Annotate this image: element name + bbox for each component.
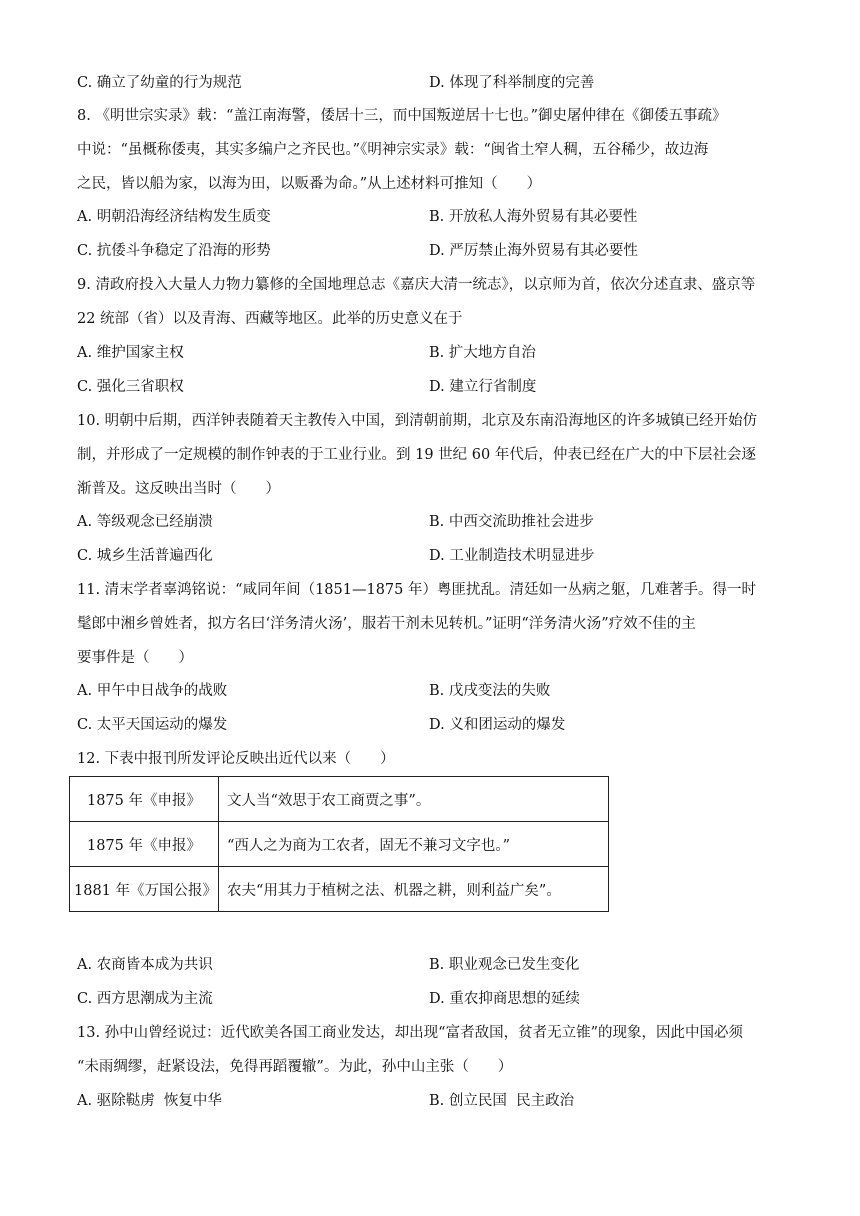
- q8-option-a[interactable]: A. 明朝沿海经济结构发生质变: [77, 209, 271, 225]
- q9-options-row-2: [77, 377, 783, 397]
- q11-options-row-2: [77, 715, 783, 735]
- table-cell-quote: “西人之为商为工农者，固无不兼习文字也。”: [219, 822, 609, 867]
- q12-option-a[interactable]: A. 农商皆本成为共识: [77, 957, 213, 973]
- table-cell-source: 1875 年《申报》: [70, 822, 219, 867]
- q8-stem-line-2: 中说：“虽概称倭夷，其实多编户之齐民也。”《明神宗实录》载：“闽省土窄人稠，五谷稀少，故边海: [77, 142, 709, 158]
- q11-stem-line-1: 11. 清末学者辜鸿铭说：“咸同年间（1851—1875 年）粤匪扰乱。清廷如一丛病之躯，几难著手。得一时: [77, 582, 756, 598]
- q7-options-row: [77, 73, 783, 93]
- q7-option-c[interactable]: C. 确立了幼童的行为规范: [77, 75, 242, 91]
- q13-option-a[interactable]: A. 驱除鞑虏 恢复中华: [77, 1093, 222, 1109]
- table-cell-quote: 文人当“效思于农工商贾之事”。: [219, 777, 609, 822]
- table-row: [70, 867, 609, 912]
- q8-option-c[interactable]: C. 抗倭斗争稳定了沿海的形势: [77, 243, 271, 259]
- q12-options-row-1: [77, 955, 783, 975]
- q8-stem-line-1: 8. 《明世宗实录》载：“盖江南海警，倭居十三，而中国叛逆居十七也。”御史屠仲律在《御倭五事疏》: [77, 108, 727, 124]
- table-cell-quote: 农夫“用其力于植树之法、机器之耕，则利益广矣”。: [219, 867, 609, 912]
- q11-stem-line-2: 髦郎中湘乡曾姓者，拟方名曰‘洋务清火汤’，服若干剂未见转机。”证明“洋务清火汤”疗效不佳的主: [77, 616, 696, 632]
- table-row: [70, 822, 609, 867]
- q11-stem-line-3: 要事件是（ ）: [77, 650, 193, 666]
- q11-option-d[interactable]: D. 义和团运动的爆发: [429, 717, 566, 733]
- q8-option-b[interactable]: B. 开放私人海外贸易有其必要性: [429, 209, 638, 225]
- q11-option-c[interactable]: C. 太平天国运动的爆发: [77, 717, 228, 733]
- q13-stem-line-2: “未雨绸缪，赶紧设法，免得再蹈覆辙”。为此，孙中山主张（ ）: [77, 1059, 513, 1075]
- q11-options-row-1: [77, 681, 783, 701]
- q12-option-c[interactable]: C. 西方思潮成为主流: [77, 991, 213, 1007]
- q12-option-b[interactable]: B. 职业观念已发生变化: [429, 957, 580, 973]
- q10-option-d[interactable]: D. 工业制造技术明显进步: [429, 548, 595, 564]
- q12-option-d[interactable]: D. 重农抑商思想的延续: [429, 991, 580, 1007]
- q10-stem-line-3: 渐普及。这反映出当时（ ）: [77, 481, 280, 497]
- q13-stem-line-1: 13. 孙中山曾经说过：近代欧美各国工商业发达，却出现“富者敌国，贫者无立锥”的现象，因此中国必须: [77, 1025, 743, 1041]
- q9-options-row-1: [77, 343, 783, 363]
- q12-options-row-2: [77, 989, 783, 1009]
- q10-stem-line-1: 10. 明朝中后期，西洋钟表随着天主教传入中国，到清朝前期，北京及东南沿海地区的许多城镇已经开始仿: [77, 413, 758, 429]
- q10-option-a[interactable]: A. 等级观念已经崩溃: [77, 514, 213, 530]
- q9-option-b[interactable]: B. 扩大地方自治: [429, 345, 536, 361]
- q9-option-d[interactable]: D. 建立行省制度: [429, 379, 537, 395]
- q10-option-b[interactable]: B. 中西交流助推社会进步: [429, 514, 594, 530]
- q8-option-d[interactable]: D. 严厉禁止海外贸易有其必要性: [429, 243, 638, 259]
- q9-stem-line-1: 9. 清政府投入大量人力物力纂修的全国地理总志《嘉庆大清一统志》，以京师为首，依次分述直隶、盛京等: [77, 277, 756, 293]
- q9-option-a[interactable]: A. 维护国家主权: [77, 345, 184, 361]
- table-row: [70, 777, 609, 822]
- q8-stem-line-3: 之民，皆以船为家，以海为田，以贩番为命。”从上述材料可推知（ ）: [77, 176, 542, 192]
- q9-stem-line-2: 22 统部（省）以及青海、西藏等地区。此举的历史意义在于: [77, 311, 463, 327]
- q13-option-b[interactable]: B. 创立民国 民主政治: [429, 1093, 575, 1109]
- q10-options-row-2: [77, 546, 783, 566]
- q8-options-row-1: [77, 207, 783, 227]
- q13-options-row-1: [77, 1091, 783, 1111]
- table-cell-source: 1881 年《万国公报》: [70, 867, 219, 912]
- q10-stem-line-2: 制，并形成了一定规模的制作钟表的于工业行业。到 19 世纪 60 年代后，仲表已经在广大的中下层社会逐: [77, 447, 756, 463]
- q12-stem-line-1: 12. 下表中报刊所发评论反映出近代以来（ ）: [77, 751, 395, 767]
- q10-options-row-1: [77, 512, 783, 532]
- q11-option-a[interactable]: A. 甲午中日战争的战败: [77, 683, 228, 699]
- q12-source-table: [69, 776, 609, 912]
- q11-option-b[interactable]: B. 戊戌变法的失败: [429, 683, 551, 699]
- q10-option-c[interactable]: C. 城乡生活普遍西化: [77, 548, 213, 564]
- table-cell-source: 1875 年《申报》: [70, 777, 219, 822]
- q7-option-d[interactable]: D. 体现了科举制度的完善: [429, 75, 595, 91]
- q8-options-row-2: [77, 241, 783, 261]
- q9-option-c[interactable]: C. 强化三省职权: [77, 379, 184, 395]
